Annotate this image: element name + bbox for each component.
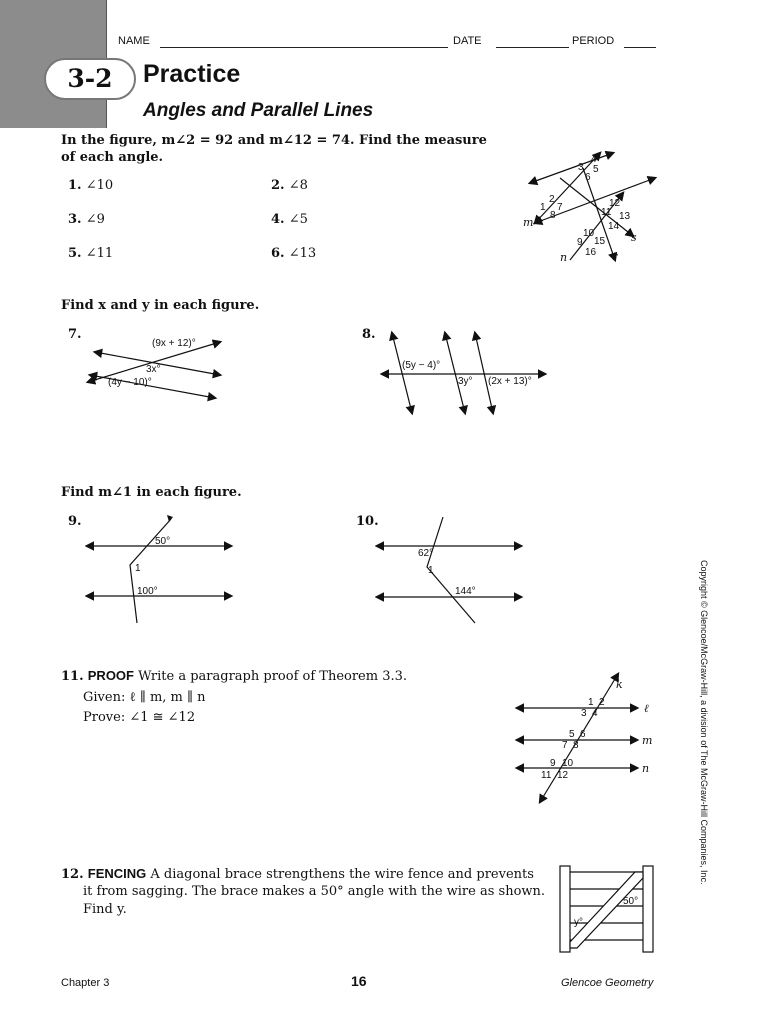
- footer-chapter: Chapter 3: [61, 977, 110, 989]
- transversal-2: [475, 333, 493, 413]
- angle-label: 12: [609, 198, 621, 209]
- line-upper-left: [530, 153, 613, 183]
- name-label: NAME: [118, 35, 150, 47]
- angle-label: 6: [585, 172, 591, 183]
- problem-number: 2.: [271, 178, 285, 193]
- angle-label: 15: [594, 236, 606, 247]
- angle-label: 9: [550, 758, 556, 769]
- angle-label: 2: [549, 194, 555, 205]
- problem-keyword: FENCING: [87, 866, 147, 881]
- date-field[interactable]: [496, 35, 569, 48]
- bent-transversal: [427, 517, 475, 623]
- angle-label: 11: [601, 207, 612, 218]
- problem-7-number: 7.: [68, 327, 82, 342]
- angle-label: 14: [608, 221, 620, 232]
- angle-label: 8: [550, 210, 556, 221]
- figure-fence: [555, 862, 660, 954]
- problem-number: 5.: [68, 246, 82, 261]
- figure-problem-10: [375, 515, 525, 625]
- angle-label: 5: [593, 164, 599, 175]
- period-field[interactable]: [624, 35, 656, 48]
- problem-9-number: 9.: [68, 514, 82, 529]
- figure-problem-11: [512, 668, 662, 808]
- fence-post-right: [643, 866, 653, 952]
- angle-label: 144°: [455, 586, 476, 597]
- problem-2: [271, 178, 308, 193]
- section2-instruction: Find x and y in each figure.: [61, 298, 260, 313]
- problem-keyword: PROOF: [87, 668, 134, 683]
- angle-label: 62°: [418, 548, 434, 559]
- angle-label: 7: [562, 740, 568, 751]
- problem-angle: ∠13: [288, 246, 317, 261]
- line-label-l: ℓ: [644, 702, 649, 715]
- problem-angle: ∠11: [85, 246, 114, 261]
- problem-text: A diagonal brace strengthens the wire fence and prevents: [150, 867, 534, 882]
- footer-page-number: 16: [351, 973, 367, 989]
- fence-post-left: [560, 866, 570, 952]
- prove-statement: Prove: ∠1 ≅ ∠12: [83, 710, 196, 725]
- problem-5: [68, 246, 113, 261]
- problem-number: 12.: [61, 867, 84, 882]
- copyright-notice: Copyright © Glencoe/McGraw-Hill, a division of The McGraw-Hill Companies, Inc.: [699, 560, 709, 885]
- problem-number: 11.: [61, 669, 84, 684]
- name-field[interactable]: [160, 35, 448, 48]
- angle-label: 4: [591, 154, 597, 165]
- section1-instruction-line1: In the figure, m∠2 = 92 and m∠12 = 74. Find the measure: [61, 133, 487, 148]
- angle-label: (2x + 13)°: [488, 376, 532, 387]
- problem-angle: ∠8: [288, 178, 308, 193]
- angle-label: y°: [574, 917, 583, 928]
- transversal-k: [540, 674, 618, 802]
- line-label-k: k: [616, 678, 623, 691]
- angle-label: 6: [580, 729, 586, 740]
- problem-angle: ∠5: [288, 212, 308, 227]
- problem-1: [68, 178, 113, 193]
- angle-label: 3: [578, 162, 584, 173]
- period-label: PERIOD: [572, 35, 615, 47]
- figure-problem-8: [380, 328, 550, 423]
- angle-label: 1: [540, 202, 546, 213]
- problem-angle: ∠10: [85, 178, 114, 193]
- problem-number: 3.: [68, 212, 82, 227]
- problem-3: [68, 212, 105, 227]
- line-label-m: m: [523, 216, 534, 229]
- angle-label: 5: [569, 729, 575, 740]
- angle-label: 3y°: [458, 376, 473, 387]
- angle-label: 12: [557, 770, 569, 781]
- angle-label: 100°: [137, 586, 158, 597]
- line-label-r: r: [612, 250, 618, 263]
- lesson-title: Practice: [143, 60, 241, 88]
- angle-label: 3: [581, 708, 587, 719]
- angle-label: 7: [557, 202, 563, 213]
- figure-parallel-lines-mnrs: [505, 148, 665, 266]
- line-label-m: m: [642, 734, 653, 747]
- line-label-n: n: [642, 762, 650, 775]
- angle-label: 8: [573, 740, 579, 751]
- angle-label: 1: [135, 563, 141, 574]
- problem-8-number: 8.: [362, 327, 376, 342]
- problem-6: [271, 246, 316, 261]
- angle-label: (9x + 12)°: [152, 338, 196, 349]
- problem-12-line3: Find y.: [83, 902, 127, 917]
- problem-text: Write a paragraph proof of Theorem 3.3.: [138, 669, 408, 684]
- date-label: DATE: [453, 35, 482, 47]
- problem-number: 4.: [271, 212, 285, 227]
- problem-10-number: 10.: [356, 514, 379, 529]
- angle-label: 9: [577, 237, 583, 248]
- parallel-line-2: [445, 333, 465, 413]
- angle-label: 1: [588, 697, 594, 708]
- figure-problem-7: [80, 330, 230, 405]
- angle-label: 13: [619, 211, 631, 222]
- line-label-n: n: [560, 251, 568, 264]
- section3-instruction: Find m∠1 in each figure.: [61, 485, 242, 500]
- problem-12: [61, 866, 534, 882]
- lesson-number: 3-2: [67, 64, 113, 93]
- angle-label: 1: [428, 565, 434, 576]
- angle-label: 50°: [155, 536, 171, 547]
- lesson-subtitle: Angles and Parallel Lines: [143, 100, 374, 121]
- problem-number: 6.: [271, 246, 285, 261]
- problem-12-line2: it from sagging. The brace makes a 50° angle with the wire as shown.: [83, 884, 546, 899]
- section1-instruction-line2: of each angle.: [61, 150, 164, 165]
- diagonal-brace: [570, 872, 643, 948]
- problem-number: 1.: [68, 178, 82, 193]
- figure-problem-9: [85, 515, 235, 625]
- angle-label: (5y − 4)°: [402, 360, 441, 371]
- angle-label: 2: [599, 697, 605, 708]
- angle-label: 50°: [623, 896, 639, 907]
- angle-label: 4: [592, 708, 598, 719]
- problem-angle: ∠9: [85, 212, 105, 227]
- line-label-s: s: [631, 231, 637, 244]
- angle-label: 3x°: [146, 364, 161, 375]
- angle-label: 11: [541, 770, 552, 781]
- footer-book: Glencoe Geometry: [561, 977, 654, 989]
- angle-label: 10: [583, 228, 595, 239]
- problem-4: [271, 212, 308, 227]
- parallel-line-1: [392, 333, 412, 413]
- angle-label: (4y − 10)°: [108, 377, 152, 388]
- angle-label: 16: [585, 247, 597, 258]
- given-statement: Given: ℓ ∥ m, m ∥ n: [83, 690, 206, 705]
- angle-label: 10: [562, 758, 574, 769]
- problem-11: [61, 668, 407, 684]
